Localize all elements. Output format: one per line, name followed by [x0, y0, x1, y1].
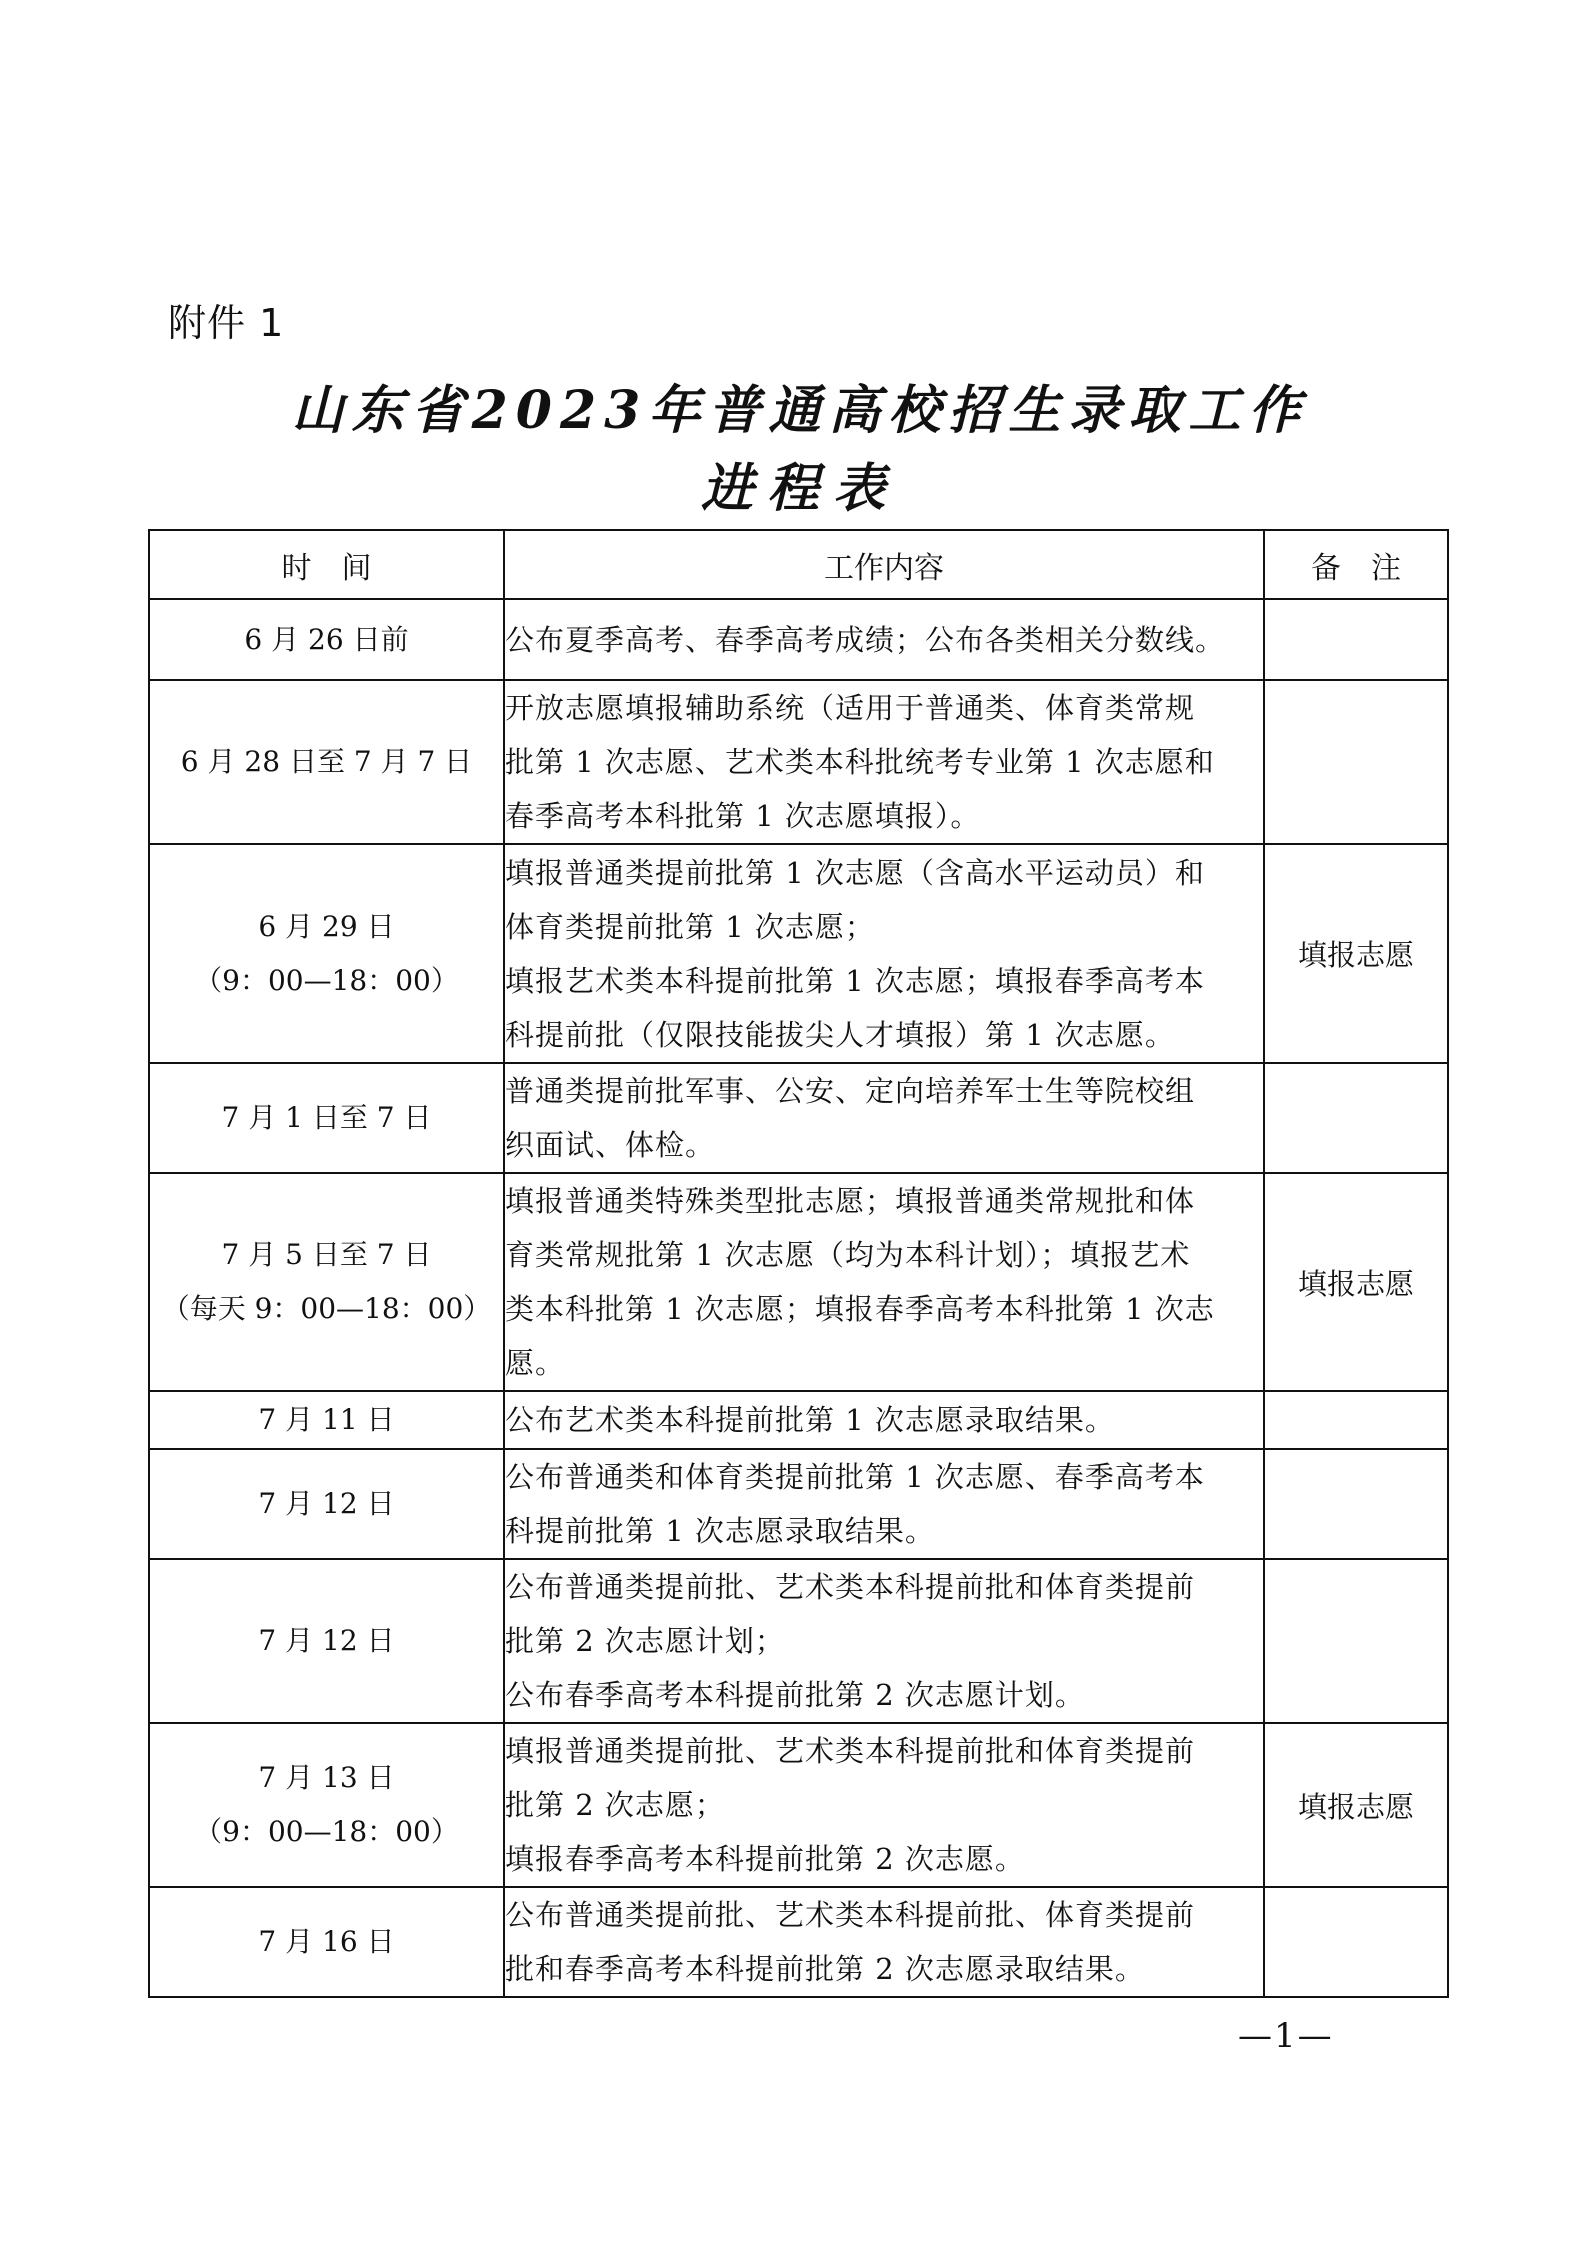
content-text: 育类常规批第 1 次志愿（均为本科计划）；填报艺术: [505, 1238, 1191, 1272]
content-text: 填报普通类提前批、艺术类本科提前批和体育类提前: [505, 1734, 1196, 1768]
time-cell: [149, 1391, 504, 1449]
note-cell: [1264, 680, 1448, 844]
time-text: 6 月 28 日至 7 月 7 日: [180, 745, 473, 778]
note-cell: 填报志愿: [1264, 1173, 1448, 1391]
content-text: 体育类提前批第 1 次志愿；: [505, 909, 875, 944]
content-text: 公布普通类和体育类提前批第 1 次志愿、春季高考本: [505, 1460, 1205, 1494]
table-row: [149, 680, 1448, 844]
content-text: 类本科批第 1 次志愿；填报春季高考本科批第 1 次志: [505, 1292, 1215, 1326]
table-row: [149, 1887, 1448, 1997]
note-cell: [1264, 1559, 1448, 1723]
document-title-line2: 进程表: [700, 458, 899, 519]
content-text: 开放志愿填报辅助系统（适用于普通类、体育类常规: [505, 691, 1196, 725]
content-text: 公布艺术类本科提前批第 1 次志愿录取结果。: [505, 1403, 1115, 1437]
content-text: 填报春季高考本科提前批第 2 次志愿。: [505, 1842, 1025, 1876]
time-cell: [149, 1559, 504, 1723]
time-text: 7 月 5 日至 7 日: [221, 1238, 432, 1271]
table-row: [149, 844, 1448, 1063]
content-cell: [504, 680, 1264, 844]
content-cell: [504, 599, 1264, 680]
header-note: 备 注: [1264, 530, 1448, 599]
note-cell: 填报志愿: [1264, 844, 1448, 1063]
content-text: 春季高考本科批第 1 次志愿填报）。: [505, 799, 981, 833]
time-text: 7 月 1 日至 7 日: [221, 1101, 432, 1134]
time-cell: [149, 680, 504, 844]
header-time: 时 间: [149, 530, 504, 599]
table-row: [149, 1449, 1448, 1559]
time-text: 7 月 16 日: [258, 1925, 395, 1958]
document-title: 山东省2023年普通高校招生录取工作: [291, 380, 1309, 441]
attachment-label: 附件 1: [168, 301, 285, 345]
content-text: 批第 1 次志愿、艺术类本科批统考专业第 1 次志愿和: [505, 745, 1215, 779]
time-text: （9：00—18：00）: [194, 1815, 459, 1848]
table-row: [149, 1559, 1448, 1723]
content-text: 科提前批（仅限技能拔尖人才填报）第 1 次志愿。: [505, 1017, 1175, 1052]
time-text: 7 月 11 日: [258, 1403, 395, 1436]
time-text: 7 月 13 日: [258, 1761, 395, 1794]
content-text: 填报普通类特殊类型批志愿；填报普通类常规批和体: [505, 1184, 1196, 1218]
note-cell: 填报志愿: [1264, 1723, 1448, 1887]
table-row: [149, 1063, 1448, 1173]
table-row: [149, 599, 1448, 680]
schedule-table: [148, 529, 1449, 1998]
time-text: 7 月 12 日: [258, 1624, 395, 1657]
page-number: —1—: [1238, 2016, 1334, 2056]
note-cell: [1264, 1063, 1448, 1173]
content-cell: [504, 1173, 1264, 1391]
content-text: 科提前批第 1 次志愿录取结果。: [505, 1514, 935, 1548]
content-cell: [504, 844, 1264, 1063]
content-text: 织面试、体检。: [505, 1128, 716, 1162]
table-row: [149, 1391, 1448, 1449]
content-text: 公布夏季高考、春季高考成绩；公布各类相关分数线。: [505, 622, 1226, 657]
content-text: 愿。: [505, 1346, 566, 1380]
table-row: [149, 1173, 1448, 1391]
time-text: （每天 9：00—18：00）: [161, 1292, 492, 1325]
time-cell: [149, 599, 504, 680]
content-text: 普通类提前批军事、公安、定向培养军士生等院校组: [505, 1074, 1196, 1108]
note-cell: [1264, 1391, 1448, 1449]
content-cell: [504, 1887, 1264, 1997]
time-cell: [149, 1887, 504, 1997]
time-text: 6 月 29 日: [258, 909, 395, 943]
content-cell: [504, 1449, 1264, 1559]
content-cell: [504, 1723, 1264, 1887]
time-cell: [149, 1449, 504, 1559]
table-header-row: [149, 530, 1448, 599]
content-cell: [504, 1063, 1264, 1173]
content-cell: [504, 1559, 1264, 1723]
content-text: 公布普通类提前批、艺术类本科提前批、体育类提前: [505, 1898, 1196, 1932]
content-text: 批第 2 次志愿；: [505, 1788, 725, 1822]
note-cell: [1264, 599, 1448, 680]
content-text: 批和春季高考本科提前批第 2 次志愿录取结果。: [505, 1952, 1145, 1986]
time-text: （9：00—18：00）: [194, 963, 459, 997]
time-text: 7 月 12 日: [258, 1487, 395, 1520]
content-text: 填报普通类提前批第 1 次志愿（含高水平运动员）和: [505, 855, 1205, 890]
header-content: 工作内容: [504, 530, 1264, 599]
time-cell: [149, 1173, 504, 1391]
time-text: 6 月 26 日前: [244, 622, 409, 656]
note-cell: [1264, 1449, 1448, 1559]
time-cell: [149, 844, 504, 1063]
table-row: [149, 1723, 1448, 1887]
content-text: 批第 2 次志愿计划；: [505, 1624, 785, 1658]
content-text: 公布春季高考本科提前批第 2 次志愿计划。: [505, 1678, 1085, 1712]
note-cell: [1264, 1887, 1448, 1997]
content-text: 填报艺术类本科提前批第 1 次志愿；填报春季高考本: [505, 963, 1205, 998]
time-cell: [149, 1723, 504, 1887]
content-cell: [504, 1391, 1264, 1449]
time-cell: [149, 1063, 504, 1173]
content-text: 公布普通类提前批、艺术类本科提前批和体育类提前: [505, 1570, 1196, 1604]
